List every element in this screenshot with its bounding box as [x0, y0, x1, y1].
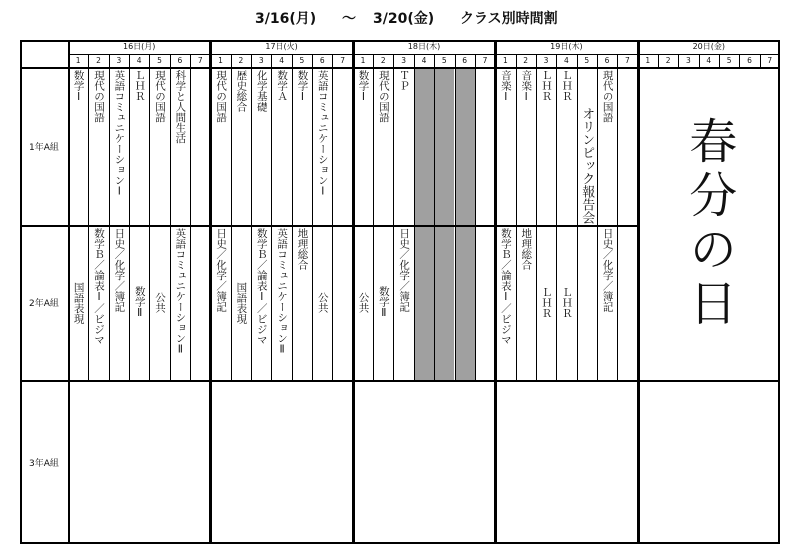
subject-cell: 数学Ⅰ	[357, 70, 370, 103]
period-number: 1	[75, 56, 81, 65]
grid-line	[658, 54, 659, 67]
period-number: 1	[645, 56, 651, 65]
day-header: 16日(月)	[122, 42, 156, 51]
grid-line	[393, 54, 394, 380]
subject-cell: ＬＨＲ	[540, 70, 553, 102]
subject-cell: 日史／化学／簿記	[398, 228, 411, 312]
period-number: 4	[563, 56, 569, 65]
period-number: 6	[177, 56, 183, 65]
subject-cell: 英語コミュニケーションⅡ	[174, 228, 187, 356]
date-range-start: 3/16(月)	[255, 11, 317, 27]
subject-cell: 公共	[316, 292, 329, 313]
subject-cell: 日史／化学／簿記	[113, 228, 126, 312]
period-number: 4	[279, 56, 284, 65]
grid-line	[149, 54, 150, 380]
period-number: 7	[482, 56, 488, 65]
period-number: 7	[197, 56, 203, 65]
subject-cell: 公共	[357, 292, 370, 313]
period-number: 5	[726, 56, 732, 65]
subject-cell: 現代の国語	[215, 70, 228, 123]
grid-line	[20, 225, 638, 227]
grid-line	[251, 54, 252, 380]
period-number: 1	[360, 56, 366, 65]
subject-cell: 数学Ｂ／論表Ⅰ／ビジマ	[255, 228, 268, 345]
grid-line	[170, 54, 171, 380]
grid-line	[68, 54, 780, 55]
subject-cell: 数学Ｂ／論表Ⅰ／ビジマ	[93, 228, 105, 345]
subject-cell: 現代の国語	[154, 70, 167, 123]
subject-cell: 地理総合	[296, 228, 309, 270]
grid-line	[556, 54, 557, 380]
holiday-label: 春分の日	[680, 115, 737, 332]
period-number: 3	[116, 56, 122, 65]
blocked-period	[414, 67, 434, 225]
class-label: 2年A組	[29, 299, 59, 309]
subject-cell: 音楽Ⅰ	[499, 70, 512, 103]
period-number: 4	[421, 56, 427, 65]
subject-cell: 現代の国語	[93, 70, 105, 123]
subject-cell: 国語表現	[72, 281, 85, 324]
grid-line	[332, 54, 333, 380]
day-header: 20日(金)	[692, 42, 725, 51]
grid-line	[20, 40, 22, 544]
grid-line	[88, 54, 89, 380]
grid-line	[577, 54, 578, 380]
subject-cell: ＬＨＲ	[560, 70, 573, 102]
subject-cell: 現代の国語	[601, 70, 614, 123]
subject-cell: 数学Ｂ／論表Ⅰ／ビジマ	[499, 228, 512, 345]
grid-line	[373, 54, 374, 380]
blocked-period	[434, 225, 454, 380]
period-number: 3	[401, 56, 407, 65]
timetable-title: クラス別時間割	[460, 11, 558, 27]
subject-cell: 音楽Ⅰ	[520, 70, 533, 103]
subject-cell: 地理総合	[520, 228, 533, 270]
grid-line	[536, 54, 537, 380]
subject-cell: ＴＰ	[398, 70, 411, 91]
period-number: 5	[584, 56, 590, 65]
subject-cell: 英語コミュニケーションⅡ	[276, 228, 289, 356]
period-number: 3	[258, 56, 264, 65]
blocked-period	[414, 225, 434, 380]
period-number: 7	[340, 56, 345, 65]
blocked-period	[434, 67, 454, 225]
grid-line	[637, 40, 640, 544]
subject-cell: 数学Ⅱ	[377, 286, 390, 319]
grid-line	[739, 54, 740, 67]
grid-line	[494, 40, 497, 544]
period-number: 2	[523, 56, 529, 65]
subject-cell: ＬＨＲ	[133, 70, 146, 102]
grid-line	[190, 54, 191, 380]
blocked-period	[455, 67, 475, 225]
day-header: 17日(火)	[265, 42, 298, 51]
blocked-period	[455, 225, 475, 380]
grid-line	[129, 54, 130, 380]
period-number: 5	[157, 56, 162, 65]
subject-cell: 英語コミュニケーションⅠ	[113, 70, 126, 198]
grid-line	[617, 54, 618, 380]
grid-line	[231, 54, 232, 380]
grid-line	[414, 54, 415, 380]
period-number: 5	[299, 56, 305, 65]
grid-line	[20, 40, 780, 42]
grid-line	[597, 54, 598, 380]
subject-cell: 国語表現	[235, 281, 248, 324]
date-range-end: 3/20(金)	[373, 11, 435, 27]
period-number: 5	[441, 56, 447, 65]
subject-cell: ＬＨＲ	[560, 286, 573, 319]
grid-line	[20, 380, 780, 382]
subject-cell: 数学Ⅰ	[72, 70, 85, 103]
period-number: 4	[706, 56, 712, 65]
grid-line	[760, 54, 761, 67]
subject-cell: 数学Ⅰ	[296, 70, 309, 103]
day-header: 18日(木)	[407, 42, 441, 51]
period-number: 1	[502, 56, 508, 65]
period-number: 2	[665, 56, 671, 65]
period-number: 2	[96, 56, 101, 65]
grid-line	[678, 54, 679, 67]
subject-cell: ＬＨＲ	[540, 286, 553, 319]
grid-line	[20, 67, 780, 69]
subject-cell: 数学Ａ	[276, 70, 289, 102]
period-number: 6	[462, 56, 468, 65]
period-number: 7	[625, 56, 630, 65]
grid-line	[312, 54, 313, 380]
period-number: 7	[767, 56, 773, 65]
subject-cell: 科学と人間生活	[174, 70, 187, 144]
period-number: 2	[380, 56, 386, 65]
grid-line	[778, 40, 780, 544]
grid-line	[455, 54, 456, 380]
subject-cell: 数学Ⅱ	[133, 286, 146, 319]
grid-line	[475, 54, 476, 380]
subject-cell: 化学基礎	[255, 70, 268, 112]
period-number: 6	[319, 56, 325, 65]
grid-line	[434, 54, 435, 380]
subject-cell: 公共	[154, 292, 167, 313]
subject-cell: 日史／化学／簿記	[215, 228, 228, 312]
day-header: 19日(木)	[550, 42, 583, 51]
class-label: 1年A組	[29, 142, 59, 153]
period-number: 3	[686, 56, 691, 65]
period-number: 6	[747, 56, 752, 65]
grid-line	[516, 54, 517, 380]
grid-line	[719, 54, 720, 67]
subject-cell: 英語コミュニケーションⅠ	[316, 70, 329, 198]
subject-cell: 歴史総合	[235, 70, 248, 112]
grid-line	[209, 40, 212, 544]
period-number: 1	[218, 56, 223, 65]
grid-line	[352, 40, 355, 544]
grid-line	[292, 54, 293, 380]
range-separator: 〜	[342, 11, 356, 27]
grid-line	[68, 40, 70, 544]
subject-cell: オリンピック報告会	[579, 107, 595, 224]
subject-cell: 日史／化学／簿記	[601, 228, 614, 312]
grid-line	[20, 542, 780, 544]
period-number: 6	[604, 56, 610, 65]
subject-cell: 現代の国語	[377, 70, 390, 123]
grid-line	[699, 54, 700, 67]
period-number: 4	[136, 56, 142, 65]
period-number: 2	[238, 56, 244, 65]
grid-line	[271, 54, 272, 380]
grid-line	[109, 54, 110, 380]
period-number: 3	[543, 56, 549, 65]
class-label: 3年A組	[29, 458, 59, 469]
